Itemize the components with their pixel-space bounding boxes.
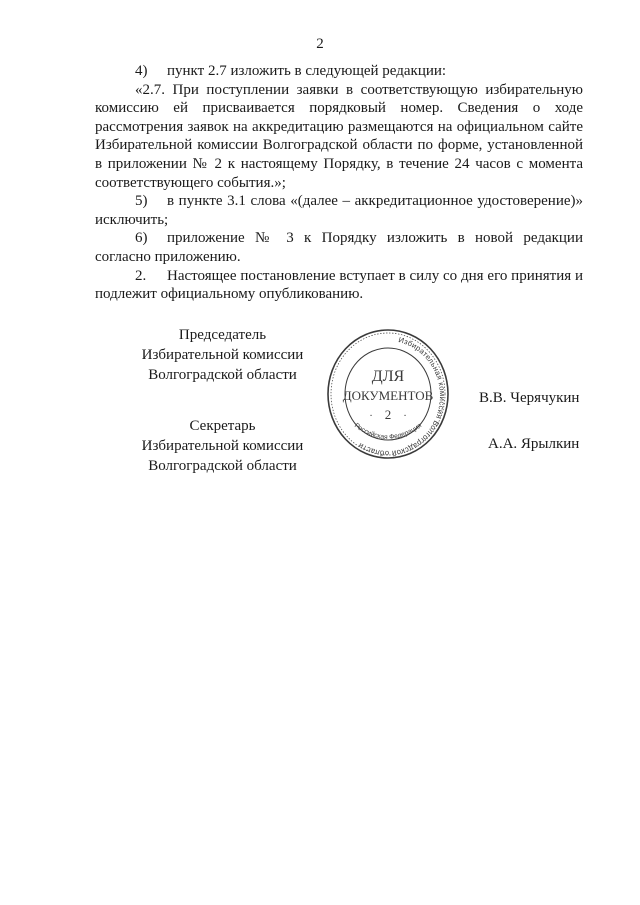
paragraph-item-4 bbox=[95, 62, 583, 81]
stamp-center-line2: ДОКУМЕНТОВ bbox=[342, 388, 434, 403]
paragraph-text: «2.7. При поступлении заявки в соответствующую избирательную комиссию ей присваивается порядковый номер. Сведения о ходе рассмотрения заявок на аккредитацию размещаются на официальном сайте Избирательной комиссии Волгоградской области по форме, установленной в приложении № 2 к настоящему Порядку, в течение 24 часов с момента соответствующего события.»; bbox=[95, 81, 583, 191]
svg-text:·: · bbox=[369, 411, 373, 422]
official-stamp bbox=[325, 327, 451, 461]
secretary-position: Секретарь bbox=[189, 418, 256, 434]
secretary-region: Волгоградской области bbox=[148, 458, 297, 474]
item-number: 2. bbox=[135, 267, 147, 284]
secretary-title-block bbox=[100, 416, 345, 476]
svg-text:·: · bbox=[403, 411, 407, 422]
paragraph-item-6 bbox=[95, 229, 583, 266]
chairman-region: Волгоградской области bbox=[148, 367, 297, 383]
item-number: 5) bbox=[135, 193, 148, 210]
paragraph-item-5 bbox=[95, 192, 583, 229]
document-body bbox=[95, 62, 583, 304]
stamp-ring-text: Избирательная комиссия Волгоградской области bbox=[356, 335, 448, 459]
paragraph-text: Настоящее постановление вступает в силу со дня его принятия и подлежит официальному опубликованию. bbox=[95, 267, 583, 303]
svg-text:Российская Федерация bbox=[353, 422, 423, 441]
chairman-position: Председатель bbox=[178, 327, 267, 343]
stamp-bottom-text: Российская Федерация bbox=[352, 422, 424, 442]
item-number: 6) bbox=[135, 230, 148, 247]
paragraph-quote bbox=[95, 81, 583, 193]
secretary-name: А.А. Ярылкин bbox=[488, 436, 580, 452]
item-number: 4) bbox=[135, 63, 148, 79]
chairman-name: В.В. Черячукин bbox=[479, 390, 580, 406]
paragraph-text: приложение № 3 к Порядку изложить в новой редакции согласно приложению. bbox=[95, 230, 583, 265]
secretary-org: Избирательной комиссии bbox=[141, 438, 304, 454]
page-number: 2 bbox=[316, 36, 324, 52]
paragraph-text: пункт 2.7 изложить в следующей редакции: bbox=[167, 63, 447, 79]
chairman-org: Избирательной комиссии bbox=[141, 347, 304, 363]
paragraph-text: в пункте 3.1 слова «(далее – аккредитационное удостоверение)» исключить; bbox=[95, 193, 583, 228]
paragraph-item-2 bbox=[95, 267, 583, 304]
stamp-center-line3: 2 bbox=[384, 407, 392, 422]
stamp-center-line1: ДЛЯ bbox=[371, 368, 405, 385]
chairman-title-block bbox=[100, 325, 345, 385]
stamp-seal-icon bbox=[325, 327, 451, 461]
